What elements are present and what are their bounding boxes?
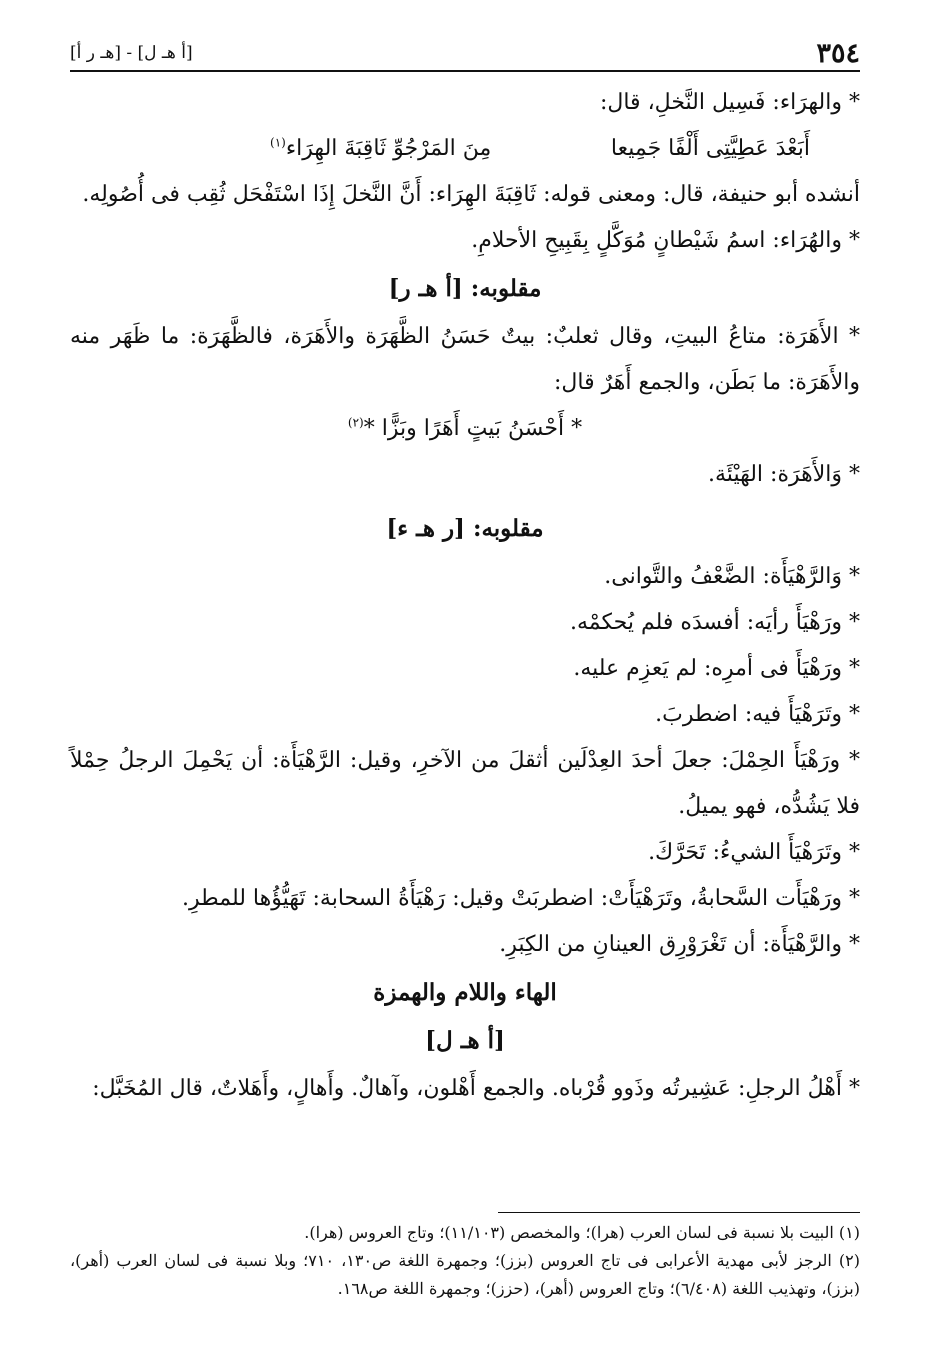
footnotes [70,1212,860,1303]
running-head: [هـ ر أ] - [أ هـ ل] [70,43,193,63]
paragraph: * والهُرَاء: اسمُ شَيْطانٍ مُوَكَّلٍ بِقَبِيحِ الأحلامِ. [471,228,860,253]
paragraph: * والرَّهْيَأَة: أن تَغْرَوْرِق العينانِ من الكِبَرِ. [499,932,860,957]
paragraph: * وتَرَهْيَأَ فيه: اضطربَ. [655,702,860,727]
paragraph: * وَالأَهَرَة: الهَيْئَة. [708,462,860,487]
section-heading: مقلوبه: [ر هـ ء] [386,515,544,542]
chapter-heading: الهاء واللام والهمزة [373,979,557,1006]
verse-text: * أَحْسَنُ بَيتٍ أَهَرًا وبَزًّا * [363,416,583,441]
verse-hemistich-first: أَبَعْدَ عَطِيَّتِى أَلْفًا جَمِيعا [610,136,810,161]
poetry-verse [70,126,860,172]
paragraph: أنشده أبو حنيفة، قال: ومعنى قوله: ثَاقِبَةَ الهِرَاء: أَنَّ النَّخلَ إِذَا اسْتَفْحَل ثُقِب فى أُصُولِه. [82,182,860,207]
paragraph: * والهرَاء: فَسِيل النَّخلِ، قال: [599,90,860,115]
paragraph: * ورَهْيَأَ فى أمرِه: لم يَعزِم عليه. [573,656,860,681]
spacer [70,498,860,504]
footnote: (٢) الرجز لأبى مهدية الأعرابى فى تاج العروس (بزز)؛ وجمهرة اللغة ص١٣٠، ٧١٠؛ وبلا نسبة فى لسان العرب (أهر)، (بزز)، وتهذيب اللغة (٦/٤٠٨)؛ وتاج العروس (أهر)، (حزز)؛ وجمهرة اللغة ص١٦٨. [70,1251,861,1298]
rajaz-verse [70,406,860,452]
section-heading: [أ هـ ل] [425,1027,505,1054]
section-heading: مقلوبه: [أ هـ ر] [388,275,542,302]
verse-text: مِنَ المَرْجُوِّ ثَاقِبَةَ الهِرَاء [285,136,492,161]
footnote-divider [498,1212,860,1213]
paragraph: * أَهْلُ الرجلِ: عَشِيرتُه وذَوو قُرْباه. والجمع أَهْلون، وآهالٌ. وأَهالٍ، وأَهَلاتٌ، قال المُخَبَّل: [92,1076,860,1101]
page-header [70,36,860,72]
paragraph: * وَالرَّهْيَأَة: الضَّعْفُ والتَّوانى. [604,564,860,589]
footnote-ref: (١) [270,135,286,150]
paragraph: * ورَهْيَأَت السَّحابةُ، وتَرَهْيَأَتْ: اضطربَتْ وقيل: رَهْيَأَةُ السحابة: تَهَيُّؤُها للمطرِ. [182,886,860,911]
verse-hemistich-second [270,126,491,172]
paragraph: * الأَهَرَة: متاعُ البيتِ، وقال ثعلبٌ: بيتٌ حَسَنُ الظَّهَرَة والأَهَرَة، فالظَّهَرَة: ما ظَهَر منه والأَهَرَة: ما بَطَن، والجمع أَهَرٌ قال: [70,324,860,395]
paragraph: * ورَهْيَأَ الحِمْلَ: جعلَ أحدَ العِدْلَين أثقلَ من الآخرِ، وقيل: الرَّهْيَأَة: أن يَحْمِلَ الرجلُ حِمْلاً فلا يَشُدُّه، فهو يميلُ. [70,748,860,819]
main-text [70,80,860,1112]
paragraph: * ورَهْيَأَ رأيَه: أفسدَه فلم يُحكمْه. [570,610,860,635]
footnote-ref: (٢) [347,415,364,430]
footnote: (١) البيت بلا نسبة فى لسان العرب (هرا)؛ والمخصص (١١/١٠٣)؛ وتاج العروس (هرا). [304,1223,860,1242]
page-number: ٣٥٤ [816,37,860,69]
paragraph: * وتَرَهْيَأَ الشيءُ: تَحَرَّكَ. [648,840,860,865]
